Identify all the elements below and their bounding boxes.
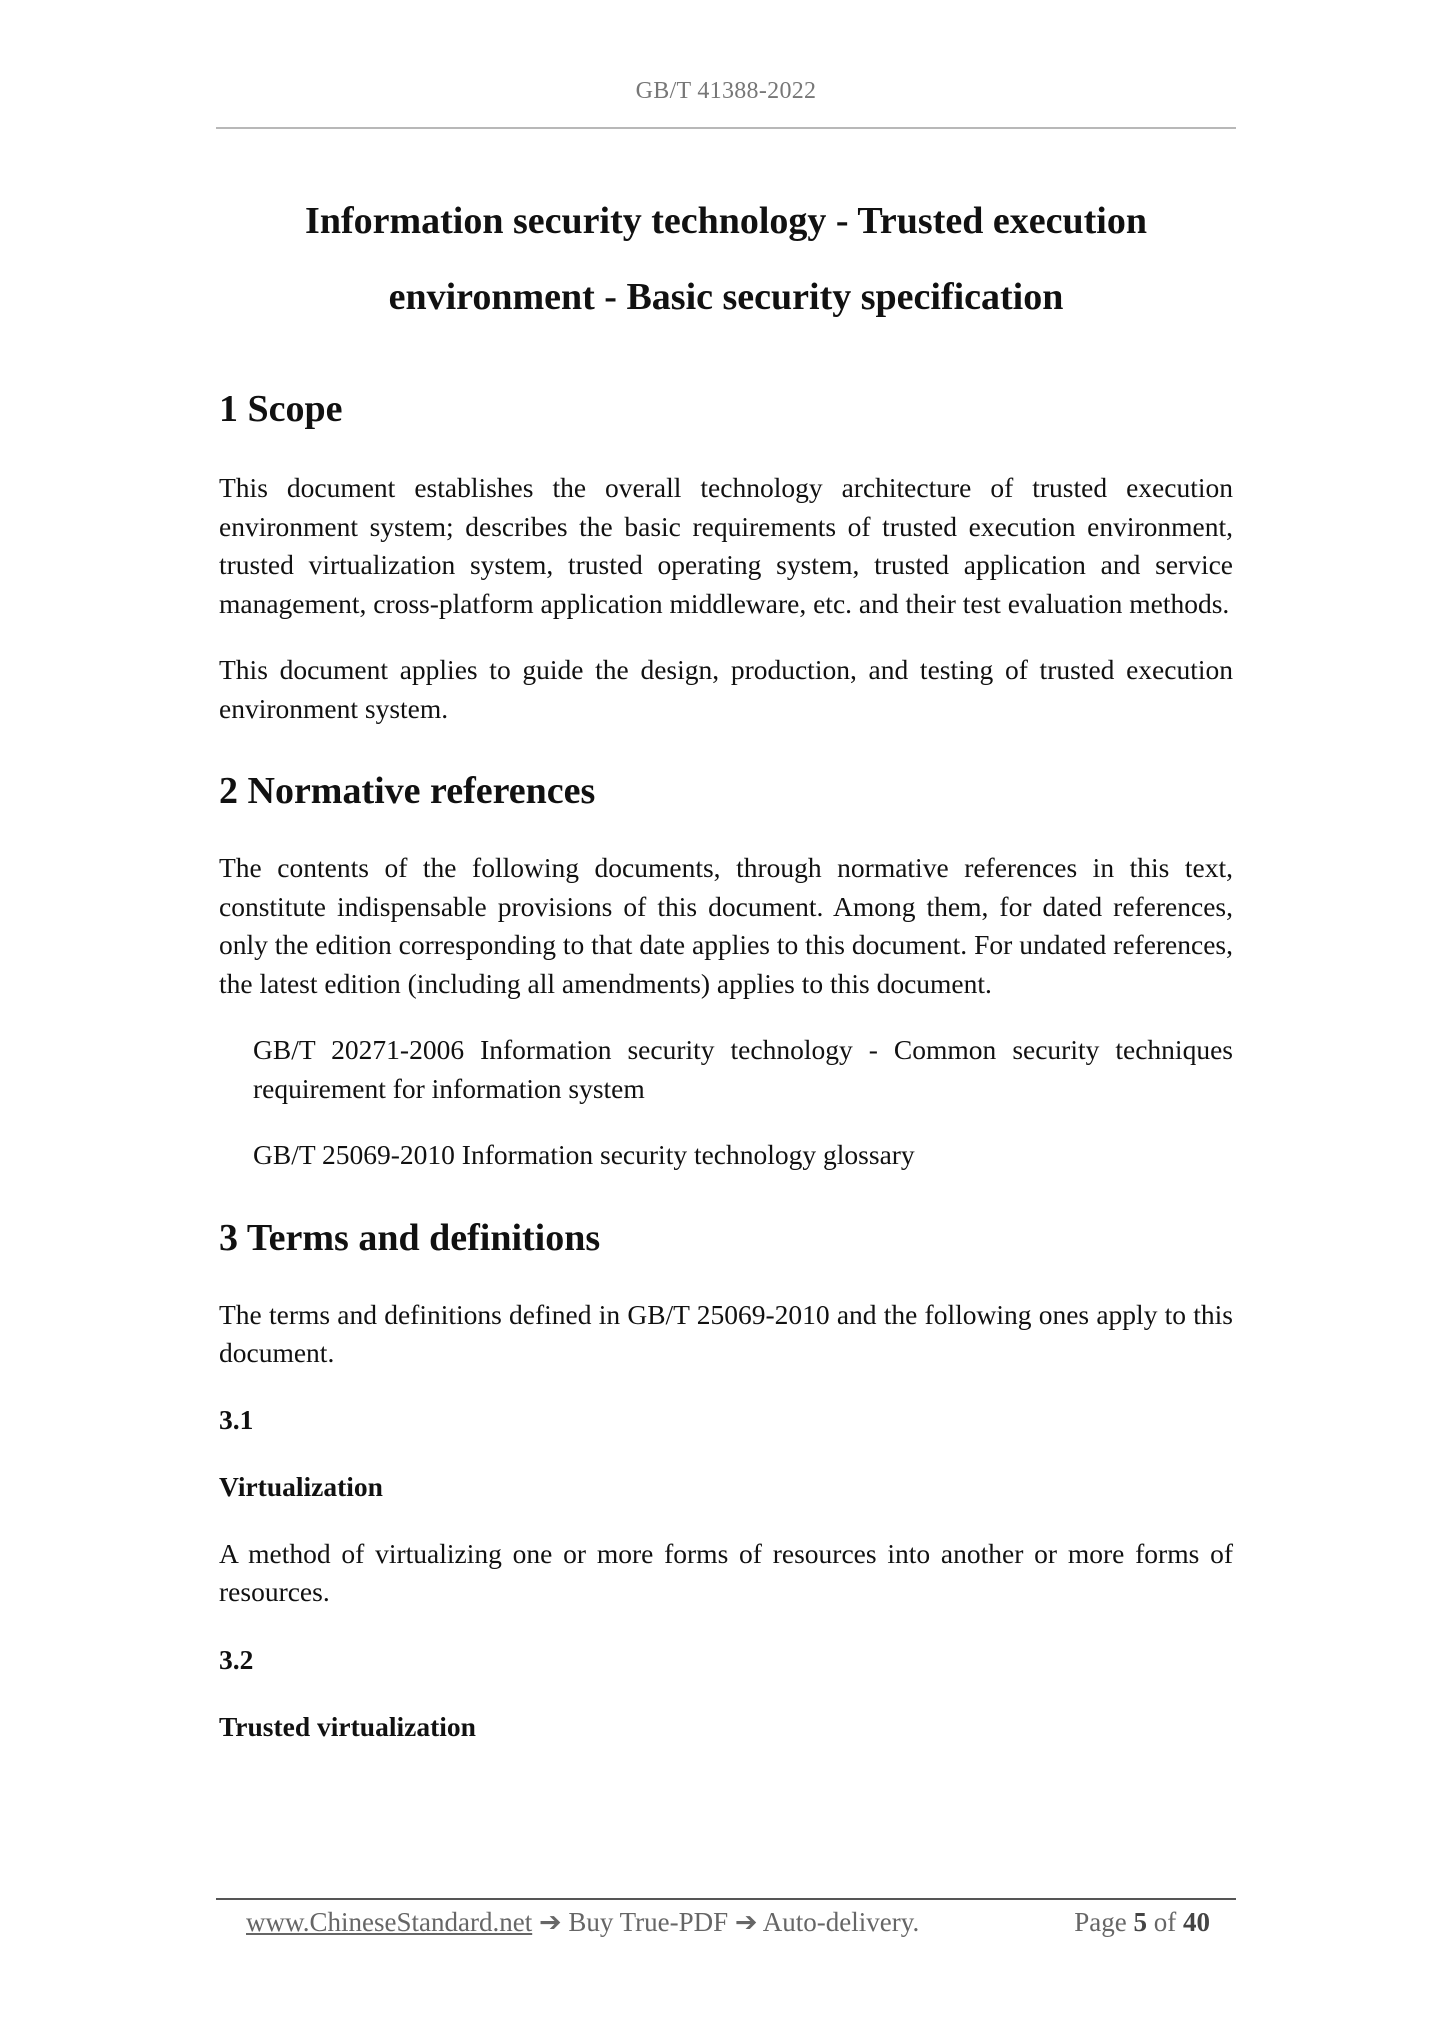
page-total: 40 xyxy=(1183,1907,1210,1937)
document-title-line-2: environment - Basic security specification xyxy=(388,276,1064,318)
footer-delivery-text: Auto-delivery. xyxy=(762,1907,920,1937)
normative-reference-item: GB/T 20271-2006 Information security technology - Common security techniques requirement for information system xyxy=(253,1034,1233,1104)
document-title xyxy=(216,183,1236,335)
terms-intro-paragraph: The terms and definitions defined in GB/T 25069-2010 and the following ones apply to this document. xyxy=(219,1298,1233,1368)
footer-promo xyxy=(246,1902,919,1942)
header-doc-code: GB/T 41388-2022 xyxy=(635,78,817,104)
normative-reference-item: GB/T 25069-2010 Information security technology glossary xyxy=(253,1139,915,1170)
page-indicator xyxy=(1074,1902,1210,1942)
arrow-right-icon: ➔ xyxy=(734,1907,758,1937)
section-heading-normative-references: 2 Normative references xyxy=(219,770,596,812)
page-current: 5 xyxy=(1133,1907,1147,1937)
document-body xyxy=(219,385,1233,1746)
scope-paragraph-2: This document applies to guide the design, production, and testing of trusted execution environment system. xyxy=(219,654,1233,724)
term-name: Virtualization xyxy=(219,1470,383,1502)
scope-paragraph-1: This document establishes the overall technology architecture of trusted execution environment system; describes the basic requirements of trusted execution environment, trusted virtualization system, trusted operating system, trusted application and service management, cross-platform application middleware, etc. and their test evaluation methods. xyxy=(219,472,1233,619)
document-title-line-1: Information security technology - Trusted execution xyxy=(305,200,1147,242)
page-label: Page xyxy=(1074,1907,1127,1937)
footer xyxy=(216,1900,1236,1946)
section-heading-terms-definitions: 3 Terms and definitions xyxy=(219,1216,601,1259)
website-link[interactable]: www.ChineseStandard.net xyxy=(246,1907,533,1937)
section-heading-scope: 1 Scope xyxy=(219,388,343,430)
header-divider xyxy=(216,127,1236,129)
arrow-right-icon: ➔ xyxy=(538,1907,562,1937)
page-of-label: of xyxy=(1153,1907,1177,1937)
term-number: 3.1 xyxy=(219,1403,254,1435)
term-definition: A method of virtualizing one or more forms of resources into another or more forms of resources. xyxy=(219,1537,1233,1607)
term-name: Trusted virtualization xyxy=(219,1710,476,1742)
footer-buy-text: Buy True-PDF xyxy=(568,1907,729,1937)
normative-intro-paragraph: The contents of the following documents, through normative references in this text, constitute indispensable provisions of this document. Among them, for dated references, only the edition corresponding to that date applies to this document. For undated references, the latest edition (including all amendments) applies to this document. xyxy=(219,852,1233,999)
term-number: 3.2 xyxy=(219,1643,254,1675)
